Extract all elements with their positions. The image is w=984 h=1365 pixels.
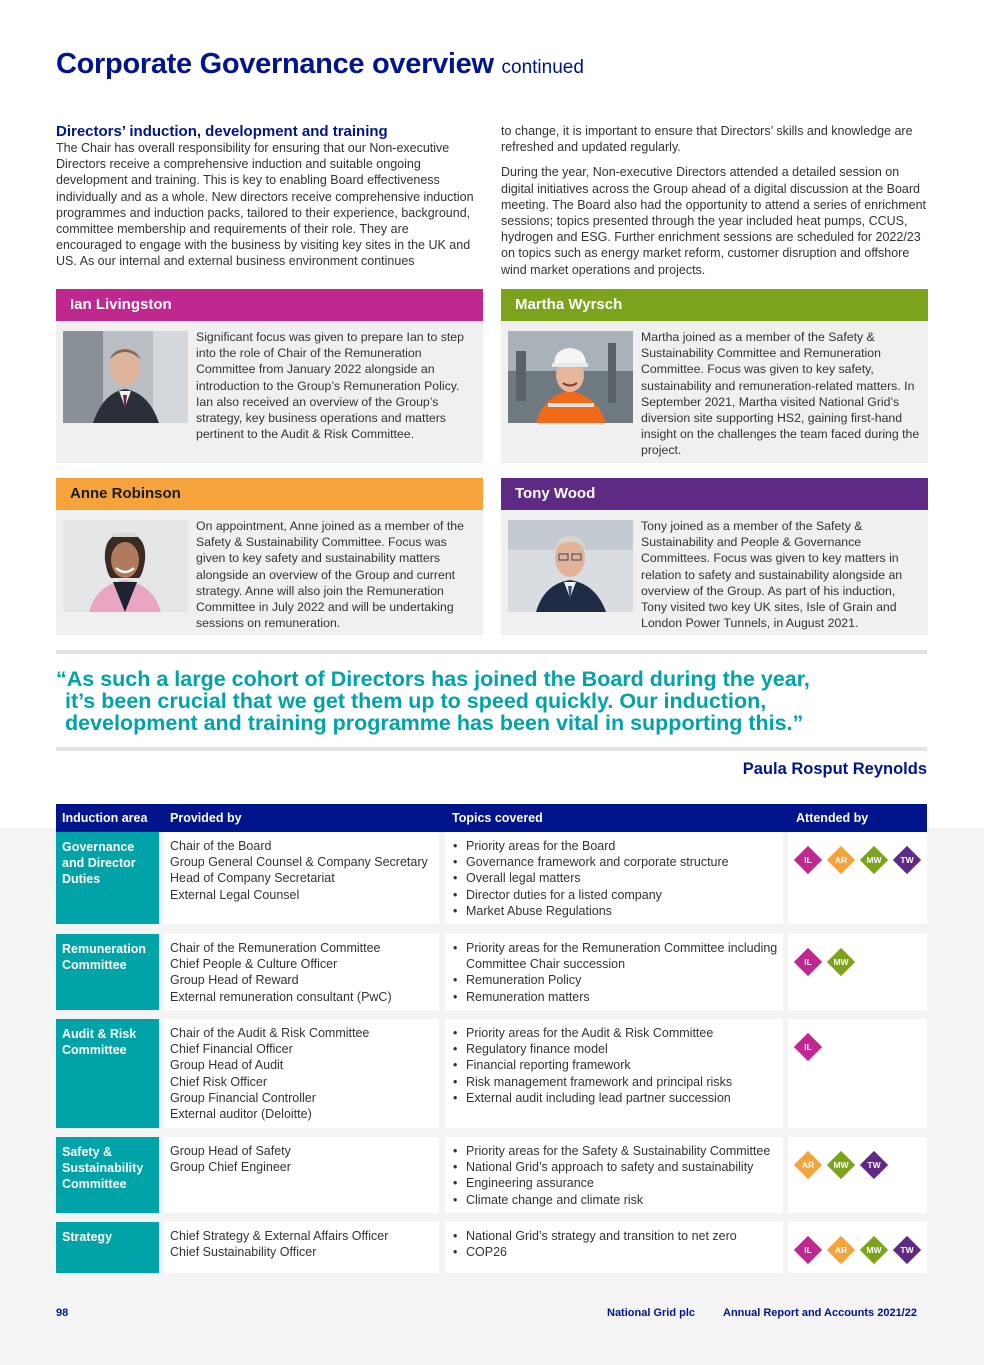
induction-area-line: Audit & Risk	[62, 1027, 137, 1041]
header-induction-area: Induction area	[62, 811, 148, 825]
provider: Chair of the Remuneration Committee	[170, 941, 381, 955]
table-row	[56, 832, 927, 924]
topics-covered-cell	[452, 1228, 786, 1260]
attendee-initials: IL	[804, 957, 812, 967]
attendee-initials: TW	[900, 1245, 914, 1255]
intro-left-column	[56, 123, 476, 270]
page-number: 98	[56, 1307, 69, 1319]
page-title: Corporate Governance overview continued	[56, 48, 584, 80]
induction-area-line: Duties	[62, 872, 101, 887]
provider: Chief Financial Officer	[170, 1042, 293, 1057]
director-photo-martha	[508, 331, 633, 423]
attendee-badge-ar	[794, 1151, 822, 1179]
topic-item: • Priority areas for the Audit & Risk Committee	[452, 1025, 786, 1041]
induction-area-line: Strategy	[62, 1230, 113, 1244]
table-header	[56, 804, 927, 832]
intro-paragraph: The Chair has overall responsibility for ensuring that our Non-executive Directors receive a comprehensive induction and suitable ongoing development and training. This is key to enabling Board effectiveness individually and as a whole. New directors receive comprehensive induction programmes and induction packs, tailored to their experience, background, committee membership and requirements of their role. They are encouraged to engage with the business by visiting key sites in the UK and US. As our internal and external business environment continues	[56, 141, 474, 269]
provided-by-cell	[170, 838, 428, 903]
intro-paragraph-continued: to change, it is important to ensure that Directors’ skills and knowledge are refreshed and updated regularly.	[501, 124, 913, 155]
topic-item: • Market Abuse Regulations	[452, 903, 786, 919]
footer-report: Annual Report and Accounts 2021/22	[723, 1307, 917, 1319]
attendee-initials: MW	[833, 1160, 849, 1170]
topics-covered-cell	[452, 940, 786, 1005]
provider: Group Chief Engineer	[170, 1160, 291, 1175]
topic-item: • Remuneration matters	[452, 989, 786, 1005]
provider: Group Financial Controller	[170, 1090, 316, 1105]
induction-area-cell	[56, 1137, 159, 1213]
header-topics-covered: Topics covered	[452, 811, 543, 825]
topic-item: • National Grid’s approach to safety and sustainability	[452, 1159, 786, 1175]
topics-covered-cell	[452, 1025, 786, 1106]
induction-area-line: Sustainability	[62, 1161, 144, 1176]
director-name: Ian Livingston	[56, 289, 483, 321]
attendee-initials: AR	[801, 1160, 815, 1170]
attendee-badge-il	[794, 948, 822, 976]
topic-item: • National Grid’s strategy and transition to net zero	[452, 1228, 786, 1244]
attendee-badge-tw	[893, 1236, 921, 1264]
induction-area-line: Committee	[62, 958, 127, 973]
attendee-badge-tw	[860, 1151, 888, 1179]
section-heading: Directors’ induction, development and training	[56, 123, 388, 140]
director-text: Significant focus was given to prepare Ian to step into the role of Chair of the Remuneration Committee from January 2022 alongside an introduction to the Group’s Remuneration Policy. Ian also received an overview of the Group’s strategy, key business operations and matters pertinent to the Audit & Risk Committee.	[196, 330, 464, 442]
table-row	[56, 1019, 927, 1128]
induction-area-line: Safety &	[62, 1145, 113, 1159]
provider: Chief Sustainability Officer	[170, 1245, 317, 1260]
quote-bottom-rule	[56, 747, 927, 751]
quote-line: “As such a large cohort of Directors has joined the Board during the year,	[56, 667, 810, 691]
topic-item: • Remuneration Policy	[452, 972, 786, 988]
attendee-initials: IL	[804, 1245, 812, 1255]
induction-area-cell	[56, 934, 159, 1010]
attendee-badge-mw	[860, 1236, 888, 1264]
director-card-anne-robinson	[56, 478, 483, 635]
provider: Chief Strategy & External Affairs Officer	[170, 1229, 389, 1243]
director-photo-ian	[63, 331, 188, 423]
director-card-tony-wood	[501, 478, 928, 635]
topics-covered-cell	[452, 1143, 786, 1208]
table-row	[56, 934, 927, 1010]
provided-by-cell	[170, 1143, 291, 1175]
provider: Group Head of Safety	[170, 1144, 291, 1158]
director-text: Martha joined as a member of the Safety & Sustainability Committee and Remuneration Committee. Focus was given to key safety, sustainability and remuneration-related matters. In September 2021, Martha visited National Grid’s diversion site supporting HS2, gaining first-hand insight on the challenges the team faced during the project.	[641, 330, 920, 458]
attendee-badge-il	[794, 846, 822, 874]
topic-item: • Regulatory finance model	[452, 1041, 786, 1057]
provider: External Legal Counsel	[170, 887, 300, 902]
topic-item: • Governance framework and corporate structure	[452, 854, 786, 870]
enrichment-paragraph: During the year, Non-executive Directors attended a detailed session on digital initiatives across the Group ahead of a digital discussion at the Board meeting. The Board also had the opportunity to attend a series of enrichment sessions; topics presented through the year included heat pumps, CCUS, hydrogen and ESG. Further enrichment sessions are scheduled for 2022/23 on topics such as energy market reform, customer disruption and offshore wind market operations and projects.	[501, 165, 927, 277]
provider: Group General Counsel & Company Secretary	[170, 855, 428, 870]
induction-area-line: Committee	[62, 1177, 127, 1192]
induction-area-cell	[56, 1222, 159, 1273]
induction-area-cell	[56, 1019, 159, 1128]
provider: External remuneration consultant (PwC)	[170, 989, 392, 1004]
quote-top-rule	[56, 650, 927, 654]
induction-area-line: Governance	[62, 840, 135, 854]
topic-item: • Risk management framework and principal risks	[452, 1074, 786, 1090]
induction-area-line: and Director	[62, 856, 136, 871]
table-row	[56, 1222, 927, 1273]
topic-item: • Overall legal matters	[452, 870, 786, 886]
induction-area-cell	[56, 832, 159, 924]
attendee-badge-mw	[827, 1151, 855, 1179]
director-text: On appointment, Anne joined as a member of the Safety & Sustainability Committee. Focus was given to key safety and sustainability matters alongside an overview of the Group and current strategy. Anne will also join the Remuneration Committee in July 2022 and will be undertaking sessions on remuneration.	[196, 519, 464, 631]
topic-item: • Priority areas for the Remuneration Committee including Committee Chair succession	[452, 940, 786, 972]
attendee-initials: MW	[866, 855, 882, 865]
footer-company: National Grid plc	[607, 1307, 696, 1319]
attendee-badge-ar	[827, 846, 855, 874]
attendee-badge-tw	[893, 846, 921, 874]
director-photo-tony	[508, 520, 633, 612]
director-card-martha-wyrsch	[501, 289, 928, 463]
topic-item: • External audit including lead partner succession	[452, 1090, 786, 1106]
provider: External auditor (Deloitte)	[170, 1107, 312, 1122]
pull-quote	[56, 668, 936, 734]
provided-by-cell	[170, 940, 392, 1005]
provider: Head of Company Secretariat	[170, 871, 335, 886]
director-name: Tony Wood	[501, 478, 928, 510]
director-name: Martha Wyrsch	[501, 289, 928, 321]
induction-area-line: Committee	[62, 1043, 127, 1058]
induction-area-line: Remuneration	[62, 942, 147, 956]
attendee-initials: MW	[866, 1245, 882, 1255]
provider: Group Head of Audit	[170, 1058, 284, 1073]
provider: Chair of the Board	[170, 839, 272, 853]
provided-by-cell	[170, 1025, 369, 1122]
topic-item: • Priority areas for the Board	[452, 838, 786, 854]
provided-by-cell	[170, 1228, 388, 1260]
attendee-badge-ar	[827, 1236, 855, 1264]
header-provided-by: Provided by	[170, 811, 242, 825]
quote-line: it’s been crucial that we get them up to speed quickly. Our induction,	[65, 689, 767, 713]
provider: Chief Risk Officer	[170, 1074, 268, 1089]
attendee-initials: AR	[834, 1245, 848, 1255]
quote-line: development and training programme has been vital in supporting this.”	[65, 711, 804, 735]
topic-item: • Engineering assurance	[452, 1175, 786, 1191]
attendee-badge-mw	[827, 948, 855, 976]
provider: Group Head of Reward	[170, 973, 299, 988]
attendee-initials: TW	[867, 1160, 881, 1170]
provider: Chief People & Culture Officer	[170, 957, 338, 972]
topic-item: • Director duties for a listed company	[452, 887, 786, 903]
topic-item: • Priority areas for the Safety & Sustainability Committee	[452, 1143, 786, 1159]
director-text: Tony joined as a member of the Safety & Sustainability and People & Governance Committees. Focus was given to key matters in relation to safety and sustainability alongside an overview of the Group. As part of his induction, Tony visited two key UK sites, Isle of Grain and London Power Tunnels, in August 2021.	[641, 519, 903, 631]
attendee-badge-mw	[860, 846, 888, 874]
attendee-initials: AR	[834, 855, 848, 865]
topic-item: • COP26	[452, 1244, 786, 1260]
attendee-initials: IL	[804, 855, 812, 865]
director-card-ian-livingston	[56, 289, 483, 463]
topics-covered-cell	[452, 838, 786, 919]
attendee-badge-il	[794, 1033, 822, 1061]
attendee-initials: TW	[900, 855, 914, 865]
director-name: Anne Robinson	[56, 478, 483, 510]
quote-attribution: Paula Rosput Reynolds	[742, 760, 927, 778]
provider: Chair of the Audit & Risk Committee	[170, 1026, 370, 1040]
header-attended-by: Attended by	[796, 811, 869, 825]
table-row	[56, 1137, 927, 1213]
title-suffix: continued	[501, 57, 584, 78]
topic-item: • Climate change and climate risk	[452, 1192, 786, 1208]
attendee-badge-il	[794, 1236, 822, 1264]
intro-right-column	[501, 123, 927, 278]
director-photo-anne	[63, 520, 188, 612]
attendee-initials: MW	[833, 957, 849, 967]
topic-item: • Financial reporting framework	[452, 1057, 786, 1073]
attendee-initials: IL	[804, 1042, 812, 1052]
